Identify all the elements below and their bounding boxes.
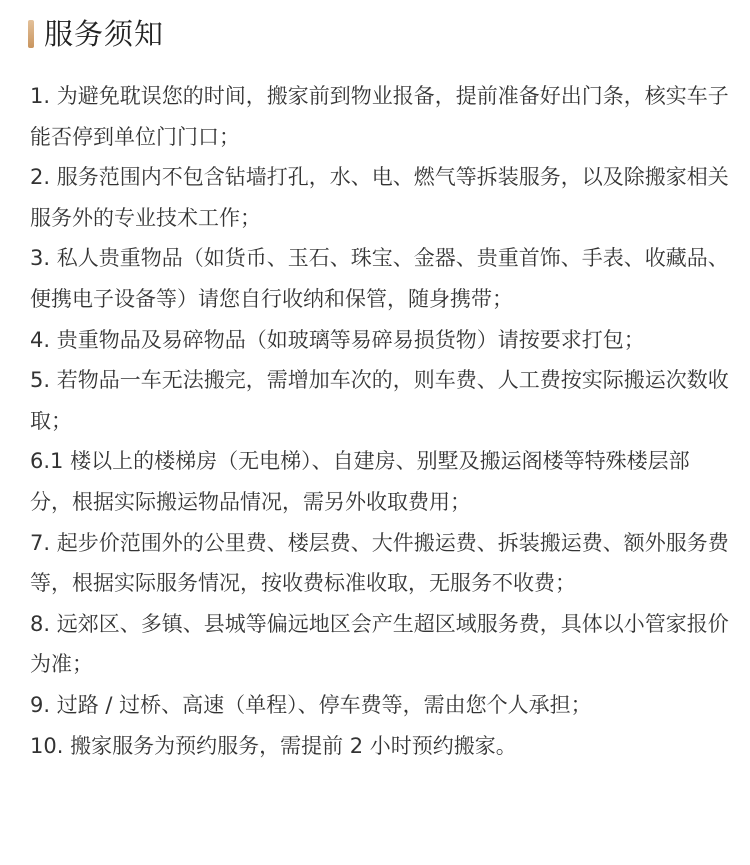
notice-item-3: 3. 私人贵重物品（如货币、玉石、珠宝、金器、贵重首饰、手表、收藏品、便携电子设备等）请您自行收纳和保管，随身携带； [30, 246, 729, 311]
notice-item-7: 7. 起步价范围外的公里费、楼层费、大件搬运费、拆装搬运费、额外服务费等，根据实际服务情况，按收费标准收取，无服务不收费； [30, 530, 729, 596]
service-notice-list [30, 76, 730, 766]
notice-item-9: 9. 过路 / 过桥、高速（单程）、停车费等，需由您个人承担； [30, 692, 592, 717]
notice-item-6: 6.1 楼以上的楼梯房（无电梯）、自建房、别墅及搬运阁楼等特殊楼层部分，根据实际搬运物品情况，需另外收取费用； [30, 449, 690, 514]
title-accent-bar [28, 20, 34, 48]
notice-item-10: 10. 搬家服务为预约服务，需提前 2 小时预约搬家。 [30, 733, 517, 758]
page-title: 服务须知 [44, 17, 165, 51]
notice-item-8: 8. 远郊区、多镇、县城等偏远地区会产生超区域服务费，具体以小管家报价为准； [30, 611, 729, 677]
section-header [28, 14, 164, 54]
notice-item-2: 2. 服务范围内不包含钻墙打孔，水、电、燃气等拆装服务，以及除搬家相关服务外的专业技术工作； [30, 165, 729, 230]
notice-item-1: 1. 为避免耽误您的时间，搬家前到物业报备，提前准备好出门条，核实车子能否停到单位门门口； [30, 84, 729, 149]
notice-item-5: 5. 若物品一车无法搬完，需增加车次的，则车费、人工费按实际搬运次数收取； [30, 368, 729, 433]
notice-item-4: 4. 贵重物品及易碎物品（如玻璃等易碎易损货物）请按要求打包； [30, 327, 645, 352]
